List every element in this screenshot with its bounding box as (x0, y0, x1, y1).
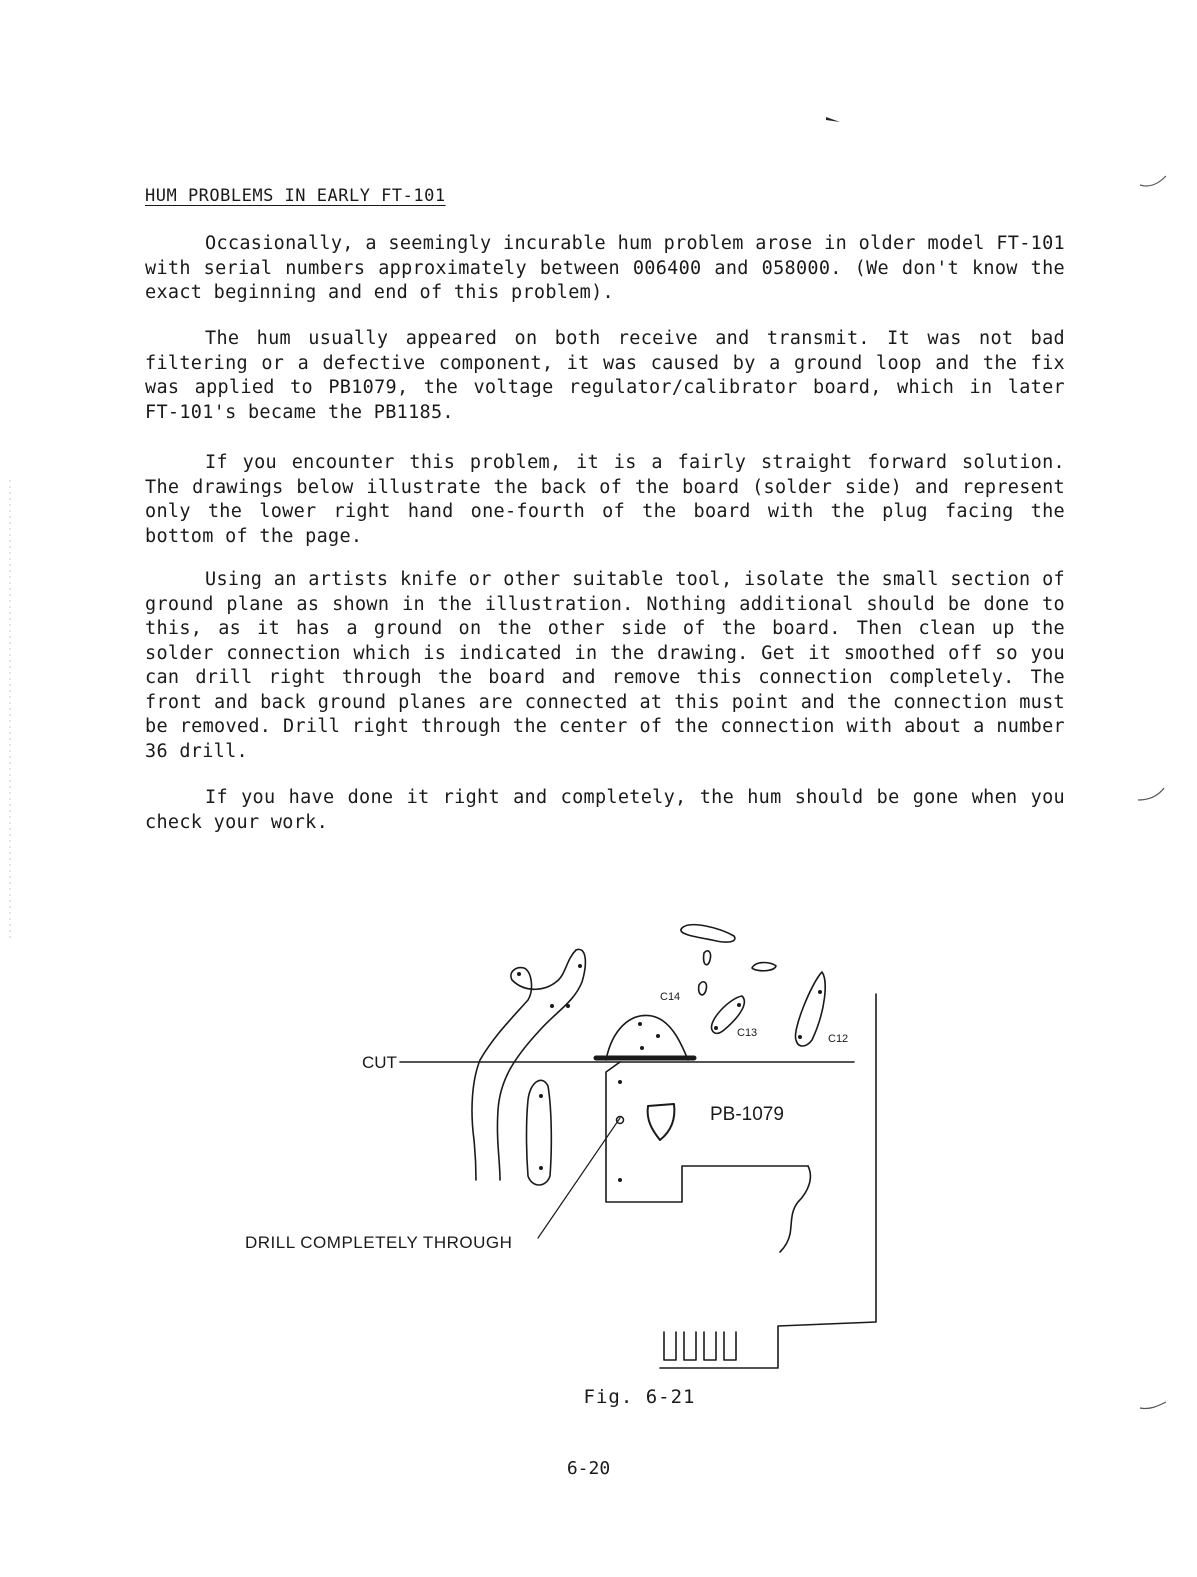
label-cut: CUT (362, 1053, 397, 1072)
paragraph-5: If you have done it right and completely, the hum should be gone when you check your work. (145, 787, 1065, 833)
label-c12: C12 (828, 1033, 849, 1045)
paragraph-2: The hum usually appeared on both receive and transmit. It was not bad filtering or a defective component, it was caused by a ground loop and the fix was applied to PB1079, the voltage regulator/calibrator board, which in later FT-101's became the PB1185. (145, 328, 1065, 423)
figure-caption-text: Fig. 6-21 (583, 1386, 696, 1408)
paragraph-4: Using an artists knife or other suitable tool, isolate the small section of ground plane as shown in the illustration. Nothing additional should be done to this, as it has a ground on the other side of the board. Then clean up the solder connection which is indicated in the drawing. Get it smoothed off so you can drill right through the board and remove this connection completely. The front and back ground planes are connected at this point and the connection must be removed. Drill right through the center of the connection with about a number 36 drill. (145, 569, 1065, 762)
paragraph-1: Occasionally, a seemingly incurable hum problem arose in older model FT-101 with serial numbers approximately between 006400 and 058000. (We don't know the exact beginning and end of this problem). (145, 233, 1065, 303)
label-c13: C13 (737, 1027, 758, 1039)
label-drill: DRILL COMPLETELY THROUGH (245, 1233, 513, 1252)
section-title: HUM PROBLEMS IN EARLY FT-101 (145, 186, 446, 206)
page-number-text: 6-20 (566, 1458, 611, 1479)
label-board: PB-1079 (710, 1104, 784, 1125)
label-c14: C14 (660, 991, 681, 1003)
paragraph-3: If you encounter this problem, it is a fairly straight forward solution. The drawings below illustrate the back of the board (solder side) and represent only the lower right hand one-fourth of the board with the plug facing the bottom of the page. (145, 452, 1065, 547)
